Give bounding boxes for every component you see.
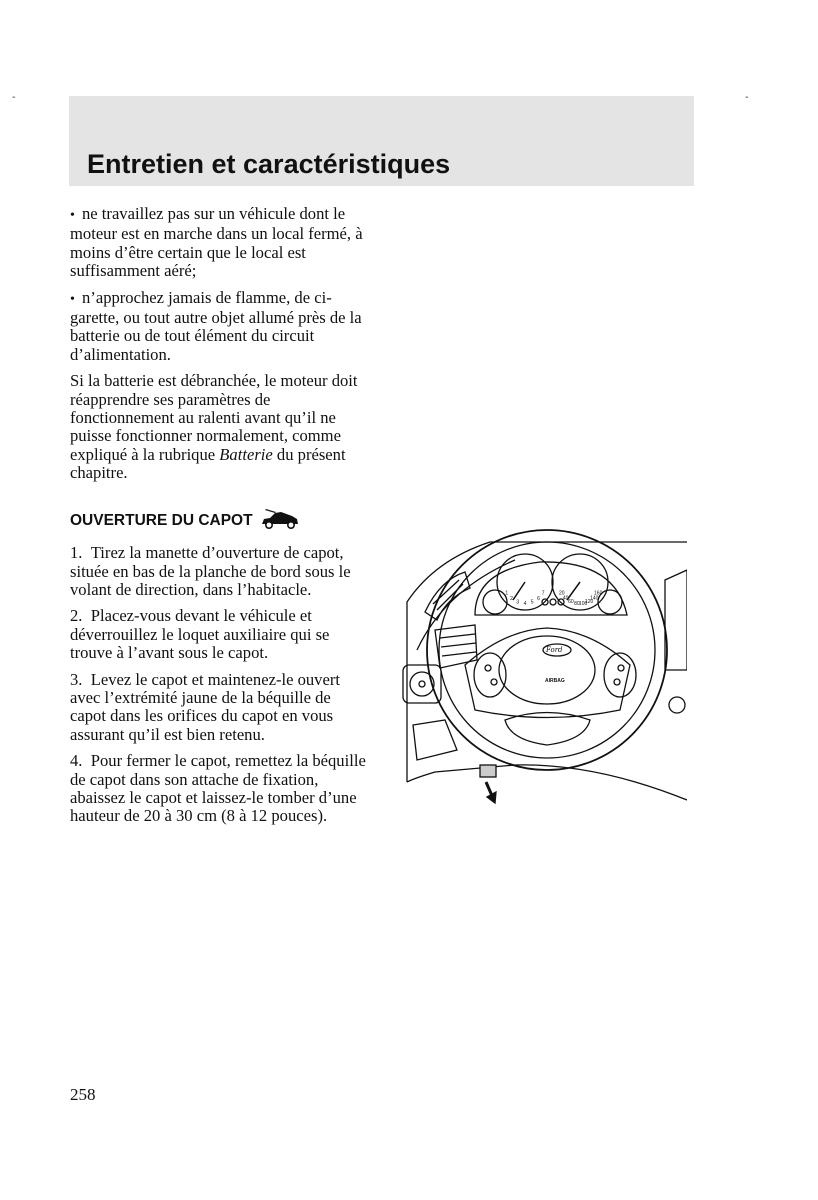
bullet-text: n’approchez jamais de flamme, de cigarette, ou tout autre objet allumé près de la batterie ou de tout élément du circuit d’alimentation. — [70, 287, 362, 364]
step-item — [70, 752, 368, 826]
step-number: 2. — [70, 606, 83, 626]
airbag-label: AIRBAG — [545, 678, 565, 684]
bullet-icon: • — [70, 208, 75, 223]
tachometer-tick-label: 4 — [523, 601, 527, 607]
bullet-icon: • — [70, 291, 75, 307]
bullet-item — [70, 289, 368, 365]
tachometer-tick-label: 2 — [510, 596, 513, 603]
section-heading — [70, 509, 368, 534]
crop-mark-right: - — [745, 92, 749, 103]
bullet-text: ne travaillez pas sur un véhicule dont le moteur est en marche dans un local fermé, à moins d’être certain que le local est suffisamment aéré; — [70, 204, 363, 281]
tachometer-tick-label: 1 — [505, 590, 509, 597]
bullet-item — [70, 205, 368, 281]
tachometer-tick-label: 6 — [537, 596, 540, 603]
step-text: Placez-vous devant le véhicule et déverrouillez le loquet auxiliaire qui se trouve à l’avant sous le capot. — [70, 606, 330, 663]
paragraph-text-end: du présent chapitre. — [70, 444, 346, 483]
step-text: Tirez la manette d’ouverture de capot, située en bas de la planche de bord sous le volant de direction, dans l’habitacle. — [70, 543, 351, 599]
step-number: 3. — [70, 669, 83, 689]
speedometer-tick-label: 120 — [584, 598, 594, 605]
car-hood-open-icon — [259, 509, 301, 534]
speedometer-tick-label: 80 — [574, 600, 580, 607]
tachometer-tick-label: 5 — [530, 599, 534, 606]
page-number: 258 — [70, 1085, 96, 1104]
step-item — [70, 671, 368, 745]
speedometer-tick-label: 20 — [559, 590, 565, 597]
speedometer-tick-label: 160 — [594, 590, 603, 597]
step-number: 4. — [70, 751, 83, 771]
ford-logo: Ford — [546, 646, 563, 654]
step-text: Pour fermer le capot, remettez la béquille de capot dans son attache de fixation, abaissez le capot et laissez-le tomber d’une hauteur de 20 à 30 cm (8 à 12 pouces). — [70, 751, 366, 826]
speedometer-tick-label: 40 — [562, 595, 569, 602]
tachometer-tick-label: 3 — [516, 599, 520, 606]
battery-reference: Batterie — [219, 444, 273, 464]
section-heading-text: OUVERTURE DU CAPOT — [70, 512, 253, 530]
paragraph-text: Si la batterie est débranchée, le moteur doit réapprendre ses paramètres de fonctionnement au ralenti avant qu’il ne puisse fonctionner normalement, comme expliqué à la rubrique — [70, 371, 358, 464]
step-item — [70, 544, 368, 599]
steering-wheel-illustration — [395, 520, 687, 810]
step-number: 1. — [70, 543, 83, 563]
step-text: Levez le capot et maintenez-le ouvert avec l’extrémité jaune de la béquille de capot dans les orifices du capot en vous assurant qu’il est bien retenu. — [70, 669, 340, 744]
crop-mark-left: - — [12, 92, 16, 103]
battery-paragraph — [70, 372, 368, 482]
page-title: Entretien et caractéristiques — [87, 149, 451, 179]
text-column — [70, 205, 368, 834]
header-band — [69, 96, 694, 186]
tachometer-tick-label: 7 — [541, 590, 545, 597]
speedometer-tick-label: 60 — [568, 598, 574, 605]
speedometer-tick-label: 140 — [590, 595, 599, 602]
step-item — [70, 607, 368, 662]
speedometer-tick-label: 100 — [578, 600, 588, 607]
